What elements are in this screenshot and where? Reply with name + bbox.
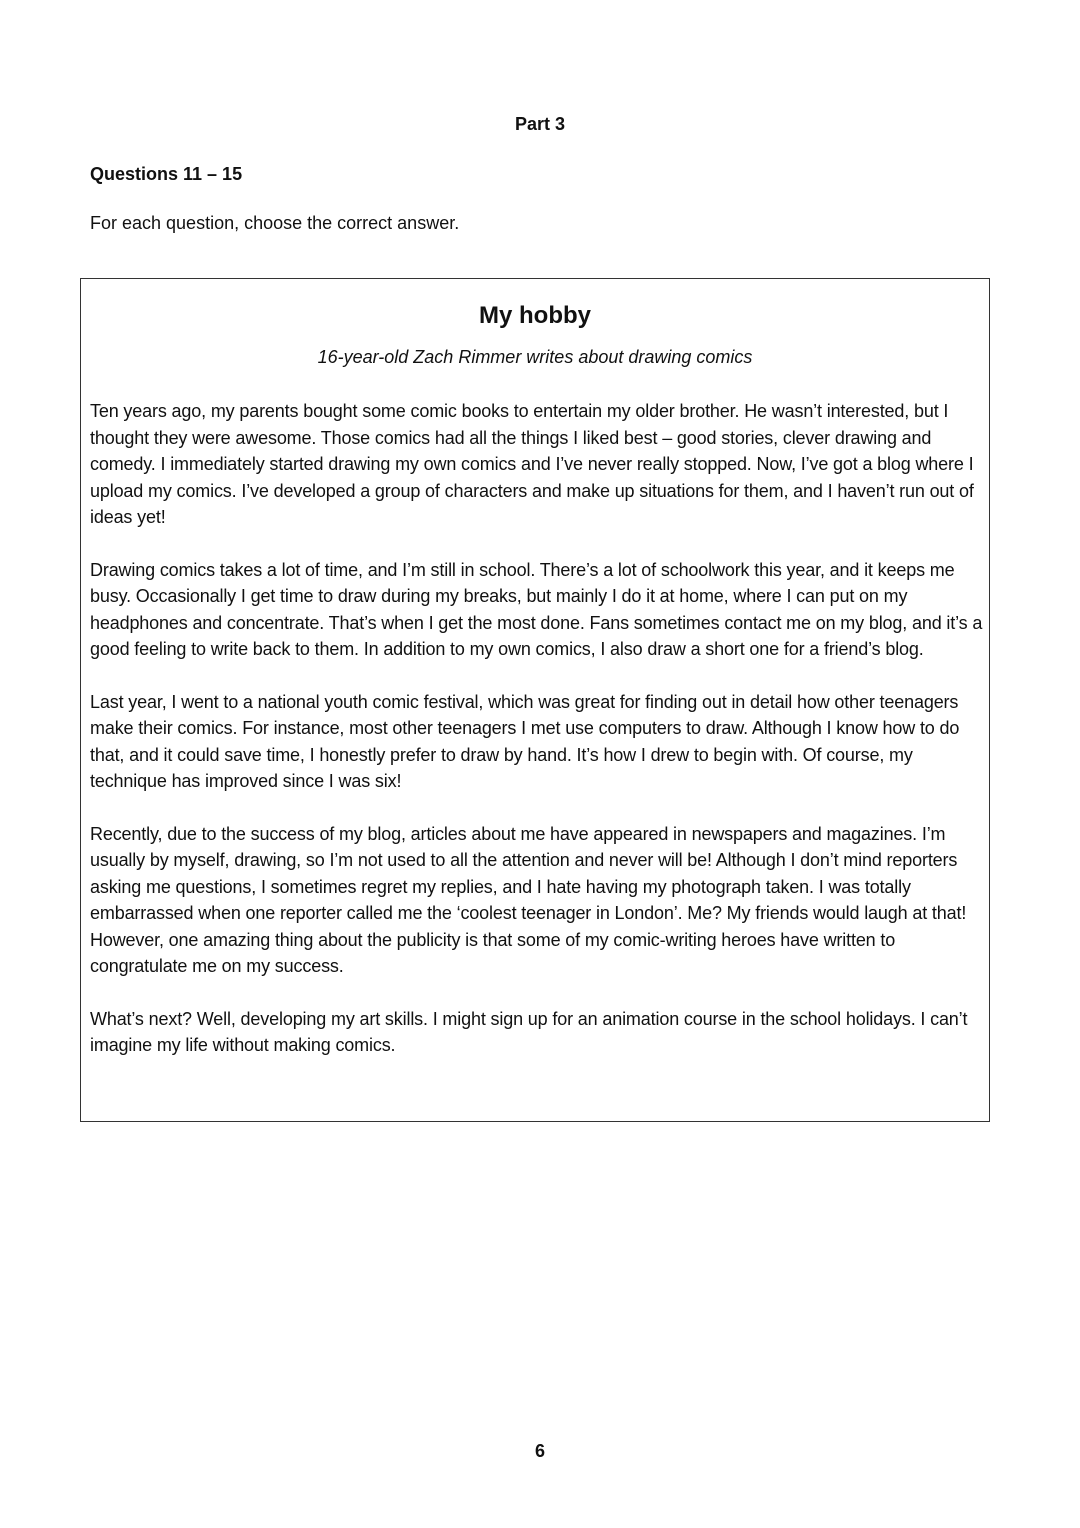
article-title: My hobby <box>479 302 591 329</box>
article-subtitle: 16-year-old Zach Rimmer writes about drawing comics <box>317 347 753 367</box>
page-number: 6 <box>534 1441 545 1461</box>
questions-heading: Questions 11 – 15 <box>90 164 243 184</box>
article-paragraph-3: Last year, I went to a national youth comic festival, which was great for finding out in detail how other teenagers make their comics. For instance, most other teenagers I met use computers to draw. Although I know how to do that, and it could save time, I honestly prefer to draw by hand. It’s how I drew to begin with. Of course, my technique has improved since I was six! <box>90 691 960 791</box>
article-paragraph-5: What’s next? Well, developing my art skills. I might sign up for an animation course in the school holidays. I can’t imagine my life without making comics. <box>90 1008 968 1055</box>
article-paragraph-1: Ten years ago, my parents bought some comic books to entertain my older brother. He wasn’t interested, but I thought they were awesome. Those comics had all the things I liked best – good stories, clever drawing and comedy. I immediately started drawing my own comics and I’ve never really stopped. Now, I’ve got a blog where I upload my comics. I’ve developed a group of characters and make up situations for them, and I haven’t run out of ideas yet! <box>90 401 974 527</box>
part-title: Part 3 <box>514 114 566 134</box>
instruction-text: For each question, choose the correct answer. <box>90 213 460 233</box>
article-paragraph-2: Drawing comics takes a lot of time, and I’m still in school. There’s a lot of schoolwork this year, and it keeps me busy. Occasionally I get time to draw during my breaks, but mainly I do it at home, where I can put on my headphones and concentrate. That’s when I get the most done. Fans sometimes contact me on my blog, and it’s a good feeling to write back to them. In addition to my own comics, I also draw a short one for a friend’s blog. <box>90 559 983 659</box>
article-box <box>80 278 990 1122</box>
article-paragraph-4: Recently, due to the success of my blog, articles about me have appeared in newspapers and magazines. I’m usually by myself, drawing, so I’m not used to all the attention and never will be! Although I don’t mind reporters asking me questions, I sometimes regret my replies, and I hate having my photograph taken. I was totally embarrassed when one reporter called me the ‘coolest teenager in London’. Me? My friends would laugh at that! However, one amazing thing about the publicity is that some of my comic-writing heroes have written to congratulate me on my success. <box>90 823 967 976</box>
article-body <box>90 398 985 1085</box>
